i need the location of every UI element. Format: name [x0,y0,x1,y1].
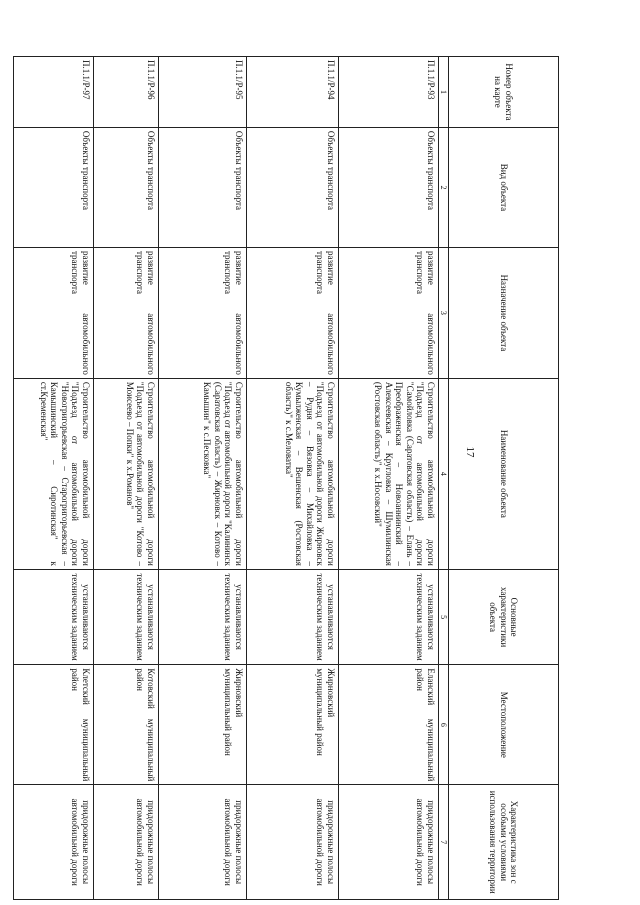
page-number: 17 [464,446,476,458]
header-zone-characteristics: Характеристика зон с особыми условиями использования территории [449,785,559,900]
object-location: Котовский муниципальный район [94,665,159,785]
zone-characteristics: придорожные полосы автомобильной дороги [94,785,159,900]
objects-table [13,56,559,900]
object-location: Жирновский муниципальный район [247,665,339,785]
header-object-characteristics: Основные характеристики объекта [449,569,559,664]
header-object-name: Наименование объекта [449,378,559,569]
header-object-purpose: Назначение объекта [449,247,559,378]
object-kind: Объекты транспорта [339,127,439,247]
column-number: 6 [439,665,449,785]
column-number: 3 [439,247,449,378]
object-kind: Объекты транспорта [247,127,339,247]
document-table-sheet [39,56,559,900]
object-code: П.1.1/Р-97 [14,57,94,128]
table-row [247,57,339,900]
object-purpose: развитие автомобильного транспорта [247,247,339,378]
object-location: Клетский муниципальный район [14,665,94,785]
object-purpose: развитие автомобильного транспорта [94,247,159,378]
object-purpose: развитие автомобильного транспорта [14,247,94,378]
object-purpose: развитие автомобильного транспорта [159,247,247,378]
object-purpose: развитие автомобильного транспорта [339,247,439,378]
object-kind: Объекты транспорта [94,127,159,247]
object-name: Строительство автомобильной дороги "Подъезд от автомобильной дороги "Котово – Моисеево – Попки" к х.Романов" [94,378,159,569]
zone-characteristics: придорожные полосы автомобильной дороги [339,785,439,900]
object-name: Строительство автомобильной дороги "Подъезд от автомобильной дороги "Самойловка (Саратовская область) – Елань – Преображенская – Новоаннинский – Алексеевская – Кругловка – Шумилинская (Ростовская область)" к х.Носовский" [339,378,439,569]
table-row [159,57,247,900]
header-object-kind: Вид объекта [449,127,559,247]
object-location: Еланский муниципальный район [339,665,439,785]
object-code: П.1.1/Р-93 [339,57,439,128]
column-number: 5 [439,569,449,664]
object-code: П.1.1/Р-95 [159,57,247,128]
object-name: Строительство автомобильной дороги "Подъезд от автомобильной дороги Жирновск – Рудня – Вязовка – Михайловка – Кумылженская – Вешенская (Ростовская область)" к с.Меловатка" [247,378,339,569]
column-number-row [439,57,449,900]
object-characteristics: устанавливаются техническим заданием [339,569,439,664]
header-object-number: Номер объекта на карте [449,57,559,128]
object-location: Жирновский муниципальный район [159,665,247,785]
object-code: П.1.1/Р-96 [94,57,159,128]
object-code: П.1.1/Р-94 [247,57,339,128]
zone-characteristics: придорожные полосы автомобильной дороги [159,785,247,900]
column-number: 1 [439,57,449,128]
header-location: Местоположение [449,665,559,785]
object-characteristics: устанавливаются техническим заданием [247,569,339,664]
object-characteristics: устанавливаются техническим заданием [159,569,247,664]
object-kind: Объекты транспорта [159,127,247,247]
object-characteristics: устанавливаются техническим заданием [14,569,94,664]
object-name: Строительство автомобильной дороги "Подъезд от автомобильной дороги "Калининск (Саратовская область) – Жирновск – Котово – Камышин" к с.Песковка" [159,378,247,569]
column-number: 2 [439,127,449,247]
object-characteristics: устанавливаются техническим заданием [94,569,159,664]
table-row [339,57,439,900]
zone-characteristics: придорожные полосы автомобильной дороги [247,785,339,900]
table-row [94,57,159,900]
table-header-row [449,57,559,900]
table-row [14,57,94,900]
column-number: 4 [439,378,449,569]
object-name: Строительство автомобильной дороги "Подъезд от автомобильной дороги "Новогригорьевская – Старогригорьевская – Камышинский – Сиротинская" к ст.Кременская" [14,378,94,569]
column-number: 7 [439,785,449,900]
object-kind: Объекты транспорта [14,127,94,247]
zone-characteristics: придорожные полосы автомобильной дороги [14,785,94,900]
